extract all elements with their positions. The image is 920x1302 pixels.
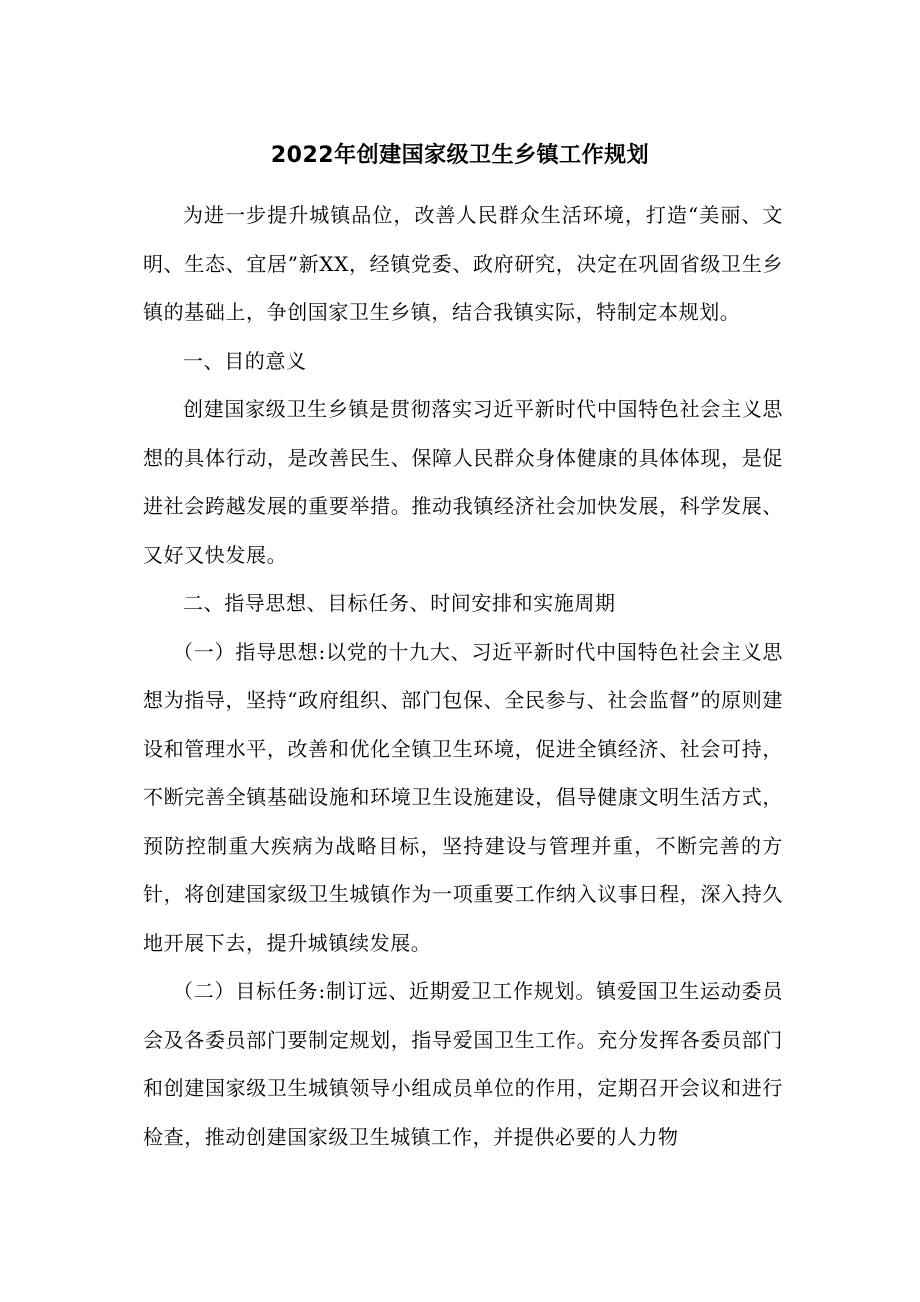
document-body [143, 191, 783, 1161]
document-title: 2022年创建国家级卫生乡镇工作规划 [270, 143, 650, 168]
section-heading-guidance: 二、指导思想、目标任务、时间安排和实施周期 [183, 591, 616, 615]
guiding-ideology-paragraph: （一）指导思想:以党的十九大、习近平新时代中国特色社会主义思想为指导，坚持“政府组织、部门包保、全民参与、社会监督”的原则建设和管理水平，改善和优化全镇卫生环境，促进全镇经济、社会可持，不断完善全镇基础设施和环境卫生设施建设，倡导健康文明生活方式，预防控制重大疾病为战略目标，坚持建设与管理并重，不断完善的方针，将创建国家级卫生城镇作为一项重要工作纳入议事日程，深入持久地开展下去，提升城镇续发展。 [143, 639, 783, 955]
target-tasks-paragraph: （二）目标任务:制订远、近期爱卫工作规划。镇爱国卫生运动委员会及各委员部门要制定规划，指导爱国卫生工作。充分发挥各委员部门和创建国家级卫生城镇领导小组成员单位的作用，定期召开会议和进行检查，推动创建国家级卫生城镇工作，并提供必要的人力物 [143, 979, 783, 1149]
intro-paragraph: 为进一步提升城镇品位，改善人民群众生活环境，打造“美丽、文明、生态、宜居”新XX，经镇党委、政府研究，决定在巩固省级卫生乡镇的基础上，争创国家卫生乡镇，结合我镇实际，特制定本规划。 [143, 203, 783, 324]
section-heading-purpose: 一、目的意义 [183, 348, 307, 373]
purpose-paragraph: 创建国家级卫生乡镇是贯彻落实习近平新时代中国特色社会主义思想的具体行动，是改善民生、保障人民群众身体健康的具体体现，是促进社会跨越发展的重要举措。推动我镇经济社会加快发展，科学发展、又好又快发展。 [143, 397, 783, 567]
